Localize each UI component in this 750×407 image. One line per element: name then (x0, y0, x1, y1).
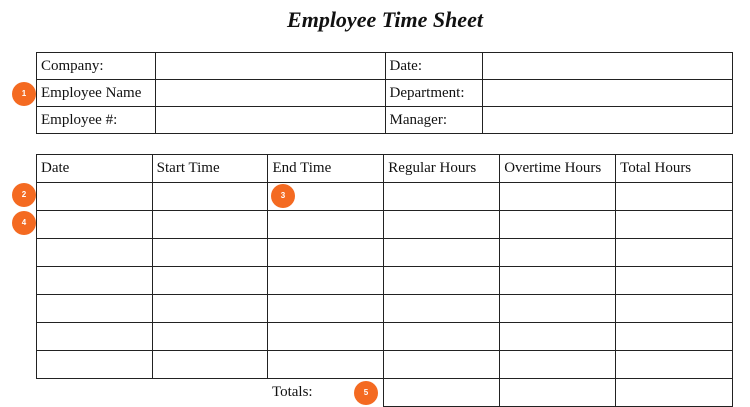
totals-spacer (152, 379, 268, 407)
date-field[interactable] (483, 53, 733, 80)
total-hours-cell[interactable] (616, 211, 733, 239)
total-hours-cell[interactable] (616, 351, 733, 379)
start-time-cell[interactable] (152, 267, 268, 295)
totals-row (37, 379, 733, 407)
regular-hours-cell[interactable] (384, 211, 500, 239)
info-row-company (37, 53, 733, 80)
column-header-overtime-hours: Overtime Hours (500, 155, 616, 183)
regular-hours-cell[interactable] (384, 267, 500, 295)
employee-name-field[interactable] (155, 80, 385, 107)
table-row (37, 351, 733, 379)
start-time-cell[interactable] (152, 323, 268, 351)
date-cell[interactable] (37, 239, 153, 267)
table-header-row (37, 155, 733, 183)
column-header-start-time: Start Time (152, 155, 268, 183)
info-row-employee-number (37, 107, 733, 134)
column-header-regular-hours: Regular Hours (384, 155, 500, 183)
start-time-cell[interactable] (152, 239, 268, 267)
start-time-cell[interactable] (152, 295, 268, 323)
regular-hours-cell[interactable] (384, 183, 500, 211)
department-label: Department: (385, 80, 483, 107)
annotation-marker-4: 4 (12, 211, 36, 235)
overtime-hours-cell[interactable] (500, 239, 616, 267)
totals-spacer (37, 379, 153, 407)
regular-hours-cell[interactable] (384, 239, 500, 267)
regular-hours-cell[interactable] (384, 295, 500, 323)
date-cell[interactable] (37, 323, 153, 351)
start-time-cell[interactable] (152, 183, 268, 211)
regular-hours-total-cell[interactable] (384, 379, 500, 407)
overtime-hours-cell[interactable] (500, 351, 616, 379)
date-cell[interactable] (37, 211, 153, 239)
total-hours-cell[interactable] (616, 239, 733, 267)
total-hours-cell[interactable] (616, 295, 733, 323)
regular-hours-cell[interactable] (384, 323, 500, 351)
date-cell[interactable] (37, 267, 153, 295)
date-cell[interactable] (37, 351, 153, 379)
end-time-cell[interactable] (268, 211, 384, 239)
end-time-cell[interactable] (268, 323, 384, 351)
table-row (37, 323, 733, 351)
overtime-hours-cell[interactable] (500, 267, 616, 295)
table-row (37, 211, 733, 239)
total-hours-cell[interactable] (616, 183, 733, 211)
end-time-cell[interactable] (268, 295, 384, 323)
end-time-cell[interactable] (268, 267, 384, 295)
annotation-marker-3: 3 (271, 184, 295, 208)
company-label: Company: (37, 53, 156, 80)
total-hours-total-cell[interactable] (616, 379, 733, 407)
overtime-hours-cell[interactable] (500, 323, 616, 351)
overtime-hours-cell[interactable] (500, 295, 616, 323)
overtime-hours-total-cell[interactable] (500, 379, 616, 407)
column-header-end-time: End Time (268, 155, 384, 183)
column-header-date: Date (37, 155, 153, 183)
time-sheet-table (36, 154, 733, 407)
column-header-total-hours: Total Hours (616, 155, 733, 183)
overtime-hours-cell[interactable] (500, 211, 616, 239)
table-row (37, 295, 733, 323)
end-time-cell[interactable] (268, 239, 384, 267)
employee-number-label: Employee #: (37, 107, 156, 134)
totals-label: Totals: (268, 379, 384, 407)
manager-label: Manager: (385, 107, 483, 134)
employee-name-label: Employee Name (37, 80, 156, 107)
total-hours-cell[interactable] (616, 267, 733, 295)
date-cell[interactable] (37, 295, 153, 323)
employee-info-table (36, 52, 733, 134)
date-label: Date: (385, 53, 483, 80)
table-row (37, 239, 733, 267)
table-row (37, 267, 733, 295)
department-field[interactable] (483, 80, 733, 107)
regular-hours-cell[interactable] (384, 351, 500, 379)
annotation-marker-1: 1 (12, 82, 36, 106)
start-time-cell[interactable] (152, 211, 268, 239)
employee-number-field[interactable] (155, 107, 385, 134)
total-hours-cell[interactable] (616, 323, 733, 351)
table-row (37, 183, 733, 211)
overtime-hours-cell[interactable] (500, 183, 616, 211)
annotation-marker-2: 2 (12, 183, 36, 207)
end-time-cell[interactable] (268, 351, 384, 379)
annotation-marker-5: 5 (354, 381, 378, 405)
start-time-cell[interactable] (152, 351, 268, 379)
date-cell[interactable] (37, 183, 153, 211)
info-row-employee-name (37, 80, 733, 107)
page-title: Employee Time Sheet (287, 7, 483, 32)
company-field[interactable] (155, 53, 385, 80)
manager-field[interactable] (483, 107, 733, 134)
